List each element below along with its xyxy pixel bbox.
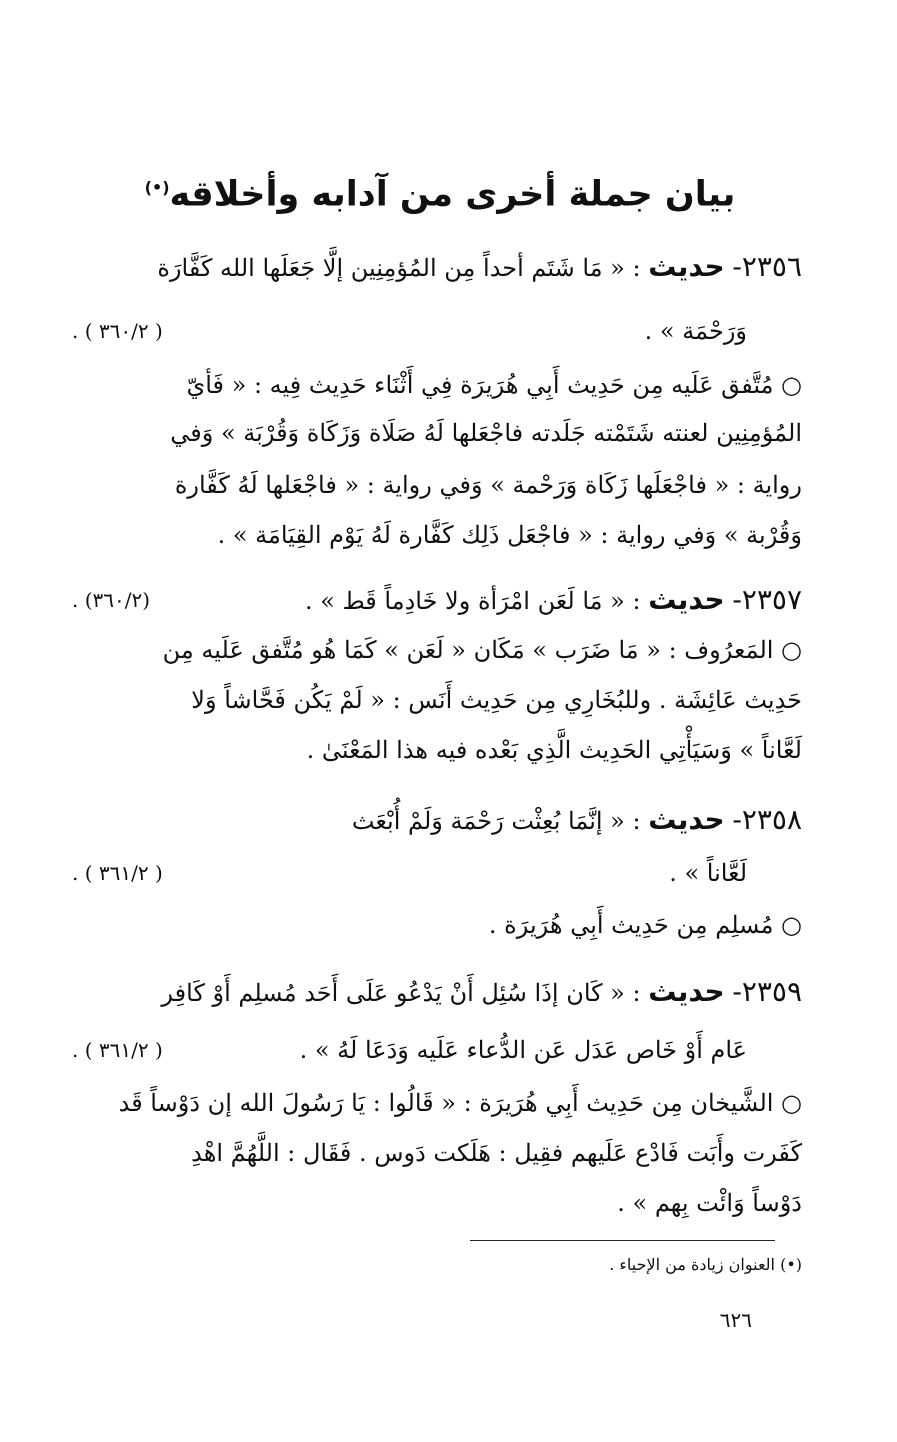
entry-text: : « مَا شَتَم أحداً مِن المُؤمِنِين إلَّا جَعَلَها الله كَفَّارَة	[157, 254, 641, 282]
entry-number: ٢٣٥٩-	[732, 975, 802, 1008]
entry-2356-commentary-4: وَقُرْبة » وَفي رواية : « فاجْعَل ذَلِك كَفَّارة لَهُ يَوْم القِيَامَة » .	[217, 521, 802, 549]
entry-2359-line-2: عَام أَوْ خَاص عَدَل عَن الدُّعاء عَلَيه وَدَعَا لَهُ » .	[299, 1036, 747, 1064]
entry-headword: حديث	[648, 975, 725, 1008]
entry-2359-commentary-1: ○ الشَّيخان مِن حَدِيث أَبِي هُرَيرَة : « قَالُوا : يَا رَسُولَ الله إن دَوْساً قَد	[118, 1089, 802, 1117]
entry-2357-reference: (٣٦٠/٢) .	[72, 588, 151, 612]
entry-2358-reference: ( ٣٦١/٢ ) .	[72, 861, 163, 885]
page-number: ٦٢٦	[719, 1308, 752, 1332]
entry-2359-reference: ( ٣٦١/٢ ) .	[72, 1038, 163, 1062]
entry-text: : « إنَّمَا بُعِثْت رَحْمَة وَلَمْ أُبْعَث	[351, 807, 641, 835]
entry-2356-line-2: وَرَحْمَة » .	[644, 317, 747, 345]
entry-2357-commentary-1: ○ المَعرُوف : « مَا ضَرَب » مَكَان « لَعَن » كَمَا هُو مُتَّفق عَلَيه مِن	[162, 636, 802, 664]
footnote-divider	[470, 1240, 775, 1241]
entry-text: : « كَان إذَا سُئِل أَنْ يَدْعُو عَلَى أَحَد مُسلِم أَوْ كَافِر	[161, 979, 641, 1007]
footnote: (•) العنوان زيادة من الإحياء .	[609, 1255, 802, 1274]
entry-headword: حديث	[648, 583, 725, 616]
entry-headword: حديث	[648, 250, 725, 283]
title-text: بيان جملة أخرى من آدابه وأخلاقه	[169, 174, 736, 215]
entry-number: ٢٣٥٨-	[732, 803, 802, 836]
entry-2359-line-1	[161, 972, 802, 1013]
entry-2356-line-1	[157, 247, 802, 288]
entry-2357-commentary-3: لَعَّاناً » وَسَيَأْتِي الحَدِيث الَّذِي بَعْده فيه هذا المَعْنَىٰ .	[306, 736, 802, 764]
entry-number: ٢٣٥٦-	[732, 250, 802, 283]
entry-2356-commentary-2: المُؤمِنِين لعنته شَتَمْته جَلَدته فاجْعَلها لَهُ صَلَاة وَزَكَاة وَقُرْبَة » وَفي	[170, 419, 802, 447]
entry-2358-commentary-1: ○ مُسلِم مِن حَدِيث أَبِي هُرَيرَة .	[488, 911, 802, 939]
entry-number: ٢٣٥٧-	[732, 583, 802, 616]
entry-2356-commentary-1: ○ مُتَّفق عَلَيه مِن حَدِيث أَبِي هُرَيرَة فِي أَثْنَاء حَدِيث فِيه : « فَأيّ	[186, 371, 802, 399]
entry-2357-line-1	[305, 580, 802, 621]
entry-2358-line-1	[352, 800, 802, 841]
entry-2358-line-2: لَعَّاناً » .	[669, 859, 747, 887]
entry-2356-commentary-3: رواية : « فاجْعَلَها زَكَاة وَرَحْمة » وَفي رواية : « فاجْعَلها لَهُ كَفَّارة	[174, 471, 802, 499]
entry-2357-commentary-2: حَدِيث عَائِشَة . وللبُخَارِي مِن حَدِيث أَنَس : « لَمْ يَكُن فَحَّاشاً وَلا	[191, 686, 802, 714]
entry-text: : « مَا لَعَن امْرَأة ولا خَادِماً قَط » .	[304, 587, 641, 615]
entry-2356-reference: ( ٣٦٠/٢ ) .	[72, 319, 163, 343]
page-title	[90, 158, 790, 225]
entry-2359-commentary-3: دَوْساً وَائْت بِهم » .	[617, 1189, 802, 1217]
title-note-mark: (•)	[144, 178, 170, 197]
entry-headword: حديث	[648, 803, 725, 836]
entry-2359-commentary-2: كَفَرت وأَبَت فَادْع عَلَيهم فقِيل : هَلَكت دَوس . فَقَال : اللَّهُمَّ اهْدِ	[191, 1139, 802, 1167]
